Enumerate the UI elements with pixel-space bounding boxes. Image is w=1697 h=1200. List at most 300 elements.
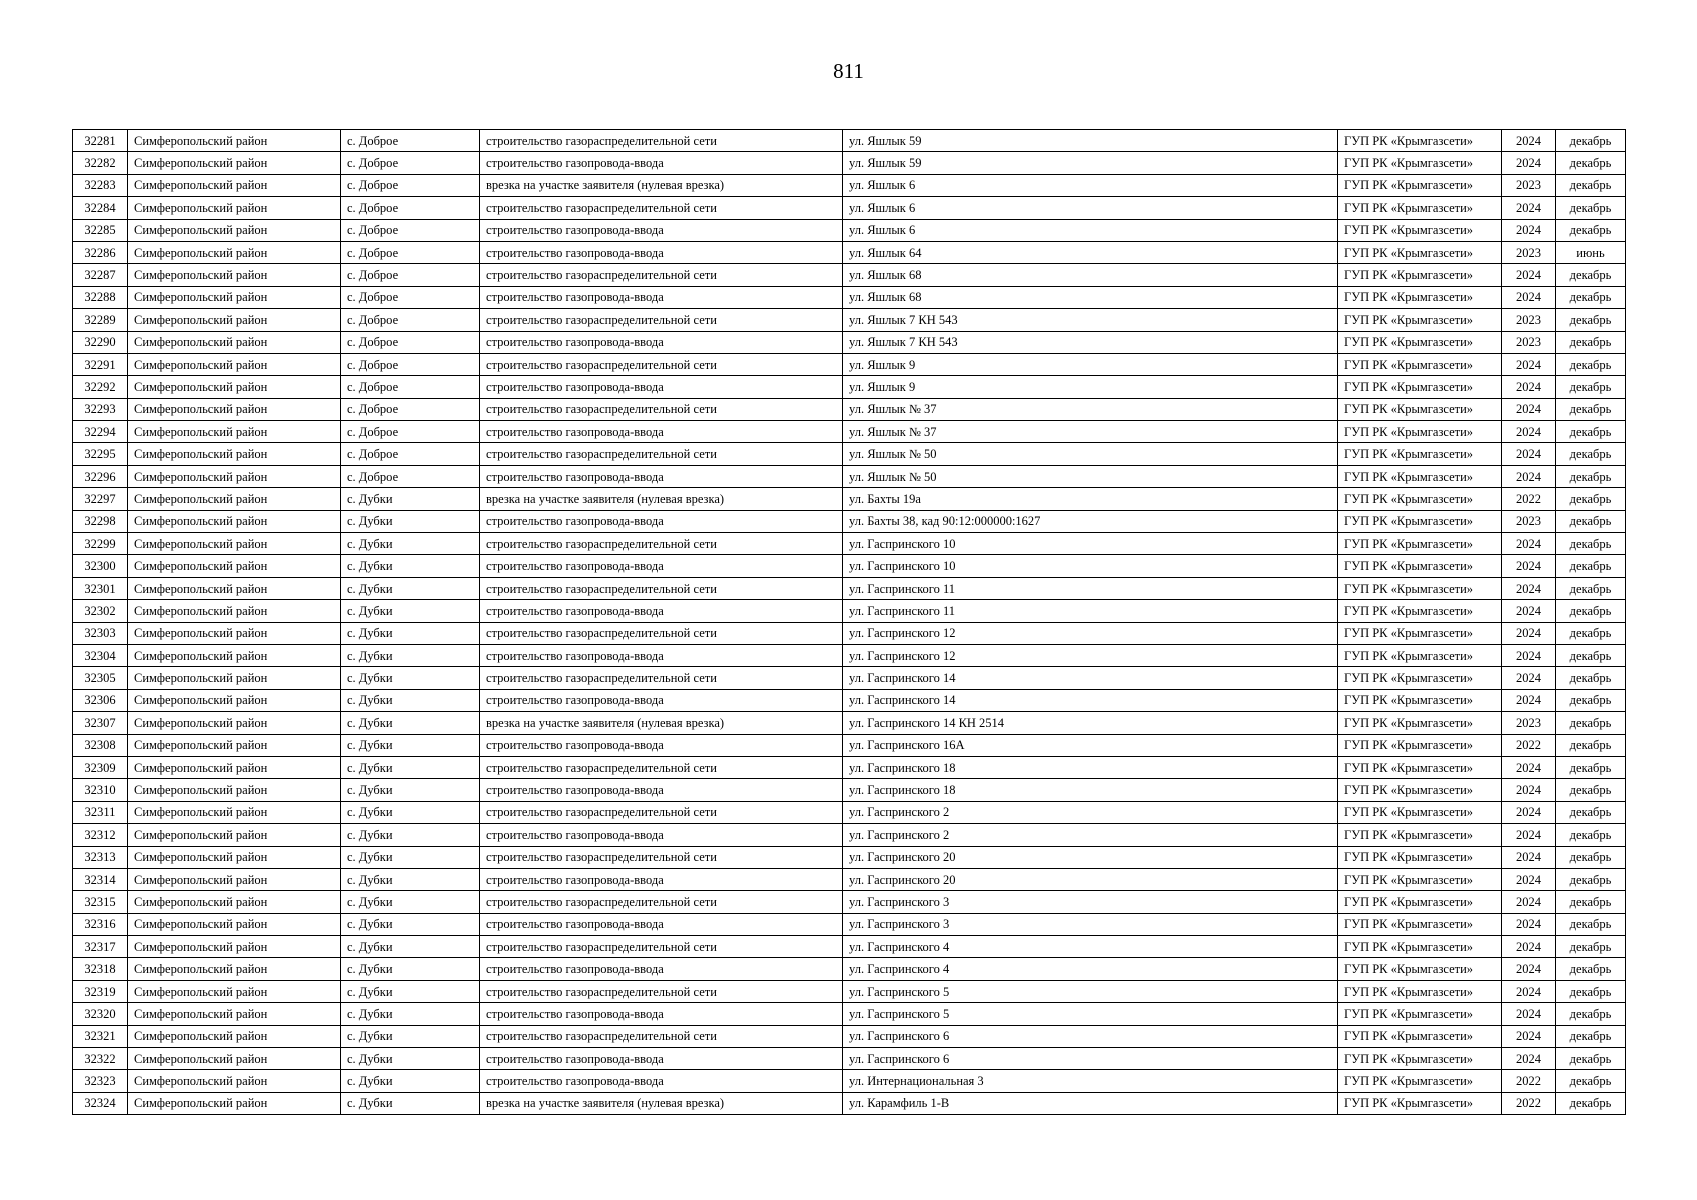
cell-district: Симферопольский район [128,1048,341,1070]
cell-address: ул. Гаспринского 18 [843,779,1338,801]
cell-organization: ГУП РК «Крымгазсети» [1338,1070,1502,1092]
cell-work-type: строительство газопровода-ввода [480,555,843,577]
cell-record-number: 32316 [73,913,128,935]
cell-year: 2024 [1502,353,1556,375]
cell-district: Симферопольский район [128,286,341,308]
cell-month: декабрь [1556,824,1626,846]
cell-year: 2022 [1502,488,1556,510]
cell-locality: с. Дубки [341,1070,480,1092]
cell-locality: с. Дубки [341,958,480,980]
cell-locality: с. Доброе [341,174,480,196]
cell-record-number: 32298 [73,510,128,532]
cell-locality: с. Доброе [341,443,480,465]
cell-work-type: строительство газораспределительной сети [480,891,843,913]
cell-month: декабрь [1556,779,1626,801]
cell-record-number: 32312 [73,824,128,846]
cell-locality: с. Дубки [341,756,480,778]
cell-district: Симферопольский район [128,891,341,913]
cell-locality: с. Дубки [341,936,480,958]
cell-organization: ГУП РК «Крымгазсети» [1338,936,1502,958]
cell-record-number: 32300 [73,555,128,577]
cell-address: ул. Гаспринского 20 [843,846,1338,868]
cell-year: 2024 [1502,577,1556,599]
cell-year: 2024 [1502,1003,1556,1025]
cell-record-number: 32317 [73,936,128,958]
cell-record-number: 32308 [73,734,128,756]
cell-locality: с. Доброе [341,331,480,353]
cell-address: ул. Гаспринского 5 [843,1003,1338,1025]
cell-organization: ГУП РК «Крымгазсети» [1338,891,1502,913]
cell-organization: ГУП РК «Крымгазсети» [1338,286,1502,308]
cell-district: Симферопольский район [128,958,341,980]
cell-organization: ГУП РК «Крымгазсети» [1338,1092,1502,1114]
cell-organization: ГУП РК «Крымгазсети» [1338,152,1502,174]
cell-record-number: 32324 [73,1092,128,1114]
cell-address: ул. Яшлык 9 [843,376,1338,398]
table-row [73,577,1626,599]
cell-organization: ГУП РК «Крымгазсети» [1338,734,1502,756]
cell-work-type: строительство газораспределительной сети [480,936,843,958]
cell-year: 2024 [1502,846,1556,868]
cell-record-number: 32296 [73,465,128,487]
cell-month: декабрь [1556,465,1626,487]
table-row [73,488,1626,510]
cell-address: ул. Гаспринского 10 [843,555,1338,577]
cell-month: декабрь [1556,936,1626,958]
cell-locality: с. Доброе [341,219,480,241]
cell-month: декабрь [1556,309,1626,331]
table-row [73,465,1626,487]
cell-year: 2024 [1502,443,1556,465]
cell-organization: ГУП РК «Крымгазсети» [1338,331,1502,353]
cell-year: 2024 [1502,936,1556,958]
table-row [73,779,1626,801]
cell-year: 2024 [1502,958,1556,980]
cell-year: 2023 [1502,331,1556,353]
table-row [73,1070,1626,1092]
table-row [73,846,1626,868]
cell-locality: с. Доброе [341,264,480,286]
cell-locality: с. Доброе [341,286,480,308]
cell-district: Симферопольский район [128,779,341,801]
cell-address: ул. Яшлык № 50 [843,443,1338,465]
cell-locality: с. Дубки [341,488,480,510]
cell-work-type: строительство газораспределительной сети [480,1025,843,1047]
cell-locality: с. Дубки [341,779,480,801]
table-row [73,533,1626,555]
cell-month: декабрь [1556,286,1626,308]
cell-year: 2024 [1502,824,1556,846]
cell-record-number: 32295 [73,443,128,465]
cell-locality: с. Доброе [341,398,480,420]
cell-record-number: 32286 [73,241,128,263]
cell-district: Симферопольский район [128,465,341,487]
cell-organization: ГУП РК «Крымгазсети» [1338,241,1502,263]
cell-address: ул. Гаспринского 20 [843,868,1338,890]
cell-locality: с. Дубки [341,1048,480,1070]
cell-locality: с. Дубки [341,533,480,555]
cell-work-type: строительство газораспределительной сети [480,622,843,644]
cell-month: декабрь [1556,130,1626,152]
cell-month: декабрь [1556,219,1626,241]
cell-address: ул. Бахты 38, кад 90:12:000000:1627 [843,510,1338,532]
cell-address: ул. Яшлык 7 КН 543 [843,331,1338,353]
cell-year: 2022 [1502,734,1556,756]
cell-district: Симферопольский район [128,622,341,644]
cell-work-type: строительство газопровода-ввода [480,510,843,532]
cell-district: Симферопольский район [128,868,341,890]
cell-month: декабрь [1556,510,1626,532]
cell-address: ул. Гаспринского 12 [843,644,1338,666]
cell-record-number: 32301 [73,577,128,599]
cell-record-number: 32314 [73,868,128,890]
cell-address: ул. Карамфиль 1-В [843,1092,1338,1114]
cell-record-number: 32307 [73,712,128,734]
cell-work-type: строительство газораспределительной сети [480,756,843,778]
cell-address: ул. Яшлык 59 [843,152,1338,174]
cell-locality: с. Дубки [341,824,480,846]
cell-record-number: 32299 [73,533,128,555]
table-row [73,309,1626,331]
cell-work-type: строительство газопровода-ввода [480,734,843,756]
cell-address: ул. Гаспринского 6 [843,1048,1338,1070]
cell-work-type: строительство газораспределительной сети [480,533,843,555]
cell-month: декабрь [1556,622,1626,644]
cell-district: Симферопольский район [128,1092,341,1114]
cell-month: декабрь [1556,577,1626,599]
cell-record-number: 32281 [73,130,128,152]
cell-month: декабрь [1556,801,1626,823]
cell-record-number: 32284 [73,197,128,219]
cell-work-type: строительство газопровода-ввода [480,1070,843,1092]
cell-year: 2024 [1502,286,1556,308]
cell-month: декабрь [1556,398,1626,420]
cell-work-type: строительство газораспределительной сети [480,980,843,1002]
cell-district: Симферопольский район [128,1025,341,1047]
cell-address: ул. Гаспринского 3 [843,891,1338,913]
cell-address: ул. Яшлык 64 [843,241,1338,263]
cell-organization: ГУП РК «Крымгазсети» [1338,667,1502,689]
cell-work-type: врезка на участке заявителя (нулевая врезка) [480,174,843,196]
cell-year: 2024 [1502,868,1556,890]
cell-work-type: строительство газопровода-ввода [480,1003,843,1025]
cell-work-type: строительство газораспределительной сети [480,309,843,331]
cell-organization: ГУП РК «Крымгазсети» [1338,353,1502,375]
cell-organization: ГУП РК «Крымгазсети» [1338,219,1502,241]
cell-year: 2022 [1502,1092,1556,1114]
cell-organization: ГУП РК «Крымгазсети» [1338,465,1502,487]
cell-record-number: 32315 [73,891,128,913]
table-row [73,264,1626,286]
cell-record-number: 32320 [73,1003,128,1025]
cell-year: 2024 [1502,555,1556,577]
cell-organization: ГУП РК «Крымгазсети» [1338,1003,1502,1025]
table-row [73,913,1626,935]
cell-district: Симферопольский район [128,980,341,1002]
cell-month: декабрь [1556,443,1626,465]
cell-district: Симферопольский район [128,510,341,532]
cell-work-type: строительство газопровода-ввода [480,644,843,666]
cell-locality: с. Дубки [341,1025,480,1047]
cell-month: декабрь [1556,891,1626,913]
cell-month: декабрь [1556,488,1626,510]
cell-district: Симферопольский район [128,801,341,823]
cell-month: декабрь [1556,353,1626,375]
table-row [73,801,1626,823]
cell-record-number: 32285 [73,219,128,241]
cell-year: 2024 [1502,756,1556,778]
cell-organization: ГУП РК «Крымгазсети» [1338,689,1502,711]
cell-year: 2023 [1502,712,1556,734]
cell-year: 2024 [1502,219,1556,241]
cell-month: декабрь [1556,1025,1626,1047]
table-row [73,734,1626,756]
cell-district: Симферопольский район [128,756,341,778]
cell-district: Симферопольский район [128,353,341,375]
cell-address: ул. Гаспринского 14 [843,689,1338,711]
cell-locality: с. Доброе [341,421,480,443]
cell-month: декабрь [1556,1070,1626,1092]
cell-address: ул. Гаспринского 12 [843,622,1338,644]
cell-work-type: строительство газораспределительной сети [480,443,843,465]
cell-district: Симферопольский район [128,130,341,152]
cell-work-type: строительство газопровода-ввода [480,824,843,846]
cell-month: декабрь [1556,1048,1626,1070]
cell-district: Симферопольский район [128,152,341,174]
cell-organization: ГУП РК «Крымгазсети» [1338,376,1502,398]
cell-work-type: строительство газораспределительной сети [480,667,843,689]
table-row [73,219,1626,241]
cell-record-number: 32297 [73,488,128,510]
table-row [73,152,1626,174]
cell-record-number: 32306 [73,689,128,711]
cell-locality: с. Доброе [341,309,480,331]
cell-work-type: строительство газораспределительной сети [480,577,843,599]
cell-year: 2024 [1502,980,1556,1002]
cell-locality: с. Дубки [341,622,480,644]
table-row [73,756,1626,778]
cell-address: ул. Гаспринского 4 [843,958,1338,980]
cell-locality: с. Дубки [341,577,480,599]
cell-address: ул. Гаспринского 2 [843,824,1338,846]
table-row [73,936,1626,958]
cell-district: Симферопольский район [128,309,341,331]
cell-locality: с. Доброе [341,197,480,219]
cell-district: Симферопольский район [128,241,341,263]
cell-year: 2024 [1502,779,1556,801]
cell-address: ул. Яшлык 6 [843,219,1338,241]
cell-district: Симферопольский район [128,913,341,935]
cell-organization: ГУП РК «Крымгазсети» [1338,868,1502,890]
cell-organization: ГУП РК «Крымгазсети» [1338,824,1502,846]
cell-month: декабрь [1556,644,1626,666]
table-row [73,891,1626,913]
cell-locality: с. Дубки [341,801,480,823]
cell-locality: с. Дубки [341,846,480,868]
cell-work-type: строительство газопровода-ввода [480,152,843,174]
cell-year: 2024 [1502,891,1556,913]
table-row [73,980,1626,1002]
cell-month: декабрь [1556,152,1626,174]
cell-month: декабрь [1556,756,1626,778]
cell-record-number: 32305 [73,667,128,689]
cell-month: декабрь [1556,868,1626,890]
cell-address: ул. Яшлык 7 КН 543 [843,309,1338,331]
cell-district: Симферопольский район [128,1070,341,1092]
cell-district: Симферопольский район [128,174,341,196]
cell-year: 2024 [1502,1048,1556,1070]
cell-address: ул. Яшлык № 37 [843,398,1338,420]
cell-organization: ГУП РК «Крымгазсети» [1338,533,1502,555]
cell-organization: ГУП РК «Крымгазсети» [1338,980,1502,1002]
cell-organization: ГУП РК «Крымгазсети» [1338,712,1502,734]
cell-month: декабрь [1556,712,1626,734]
cell-district: Симферопольский район [128,644,341,666]
cell-year: 2022 [1502,1070,1556,1092]
cell-district: Симферопольский район [128,846,341,868]
cell-year: 2024 [1502,913,1556,935]
cell-locality: с. Дубки [341,868,480,890]
cell-locality: с. Доброе [341,353,480,375]
table-row [73,398,1626,420]
cell-organization: ГУП РК «Крымгазсети» [1338,1048,1502,1070]
cell-month: декабрь [1556,331,1626,353]
cell-work-type: строительство газопровода-ввода [480,689,843,711]
cell-locality: с. Дубки [341,555,480,577]
cell-district: Симферопольский район [128,376,341,398]
cell-year: 2024 [1502,801,1556,823]
cell-organization: ГУП РК «Крымгазсети» [1338,130,1502,152]
cell-locality: с. Дубки [341,1003,480,1025]
cell-district: Симферопольский район [128,264,341,286]
cell-work-type: строительство газораспределительной сети [480,353,843,375]
cell-month: декабрь [1556,980,1626,1002]
cell-district: Симферопольский район [128,488,341,510]
table-row [73,421,1626,443]
cell-address: ул. Яшлык № 37 [843,421,1338,443]
cell-record-number: 32291 [73,353,128,375]
cell-month: декабрь [1556,600,1626,622]
cell-work-type: врезка на участке заявителя (нулевая врезка) [480,1092,843,1114]
cell-organization: ГУП РК «Крымгазсети» [1338,600,1502,622]
cell-district: Симферопольский район [128,689,341,711]
cell-record-number: 32302 [73,600,128,622]
table-row [73,600,1626,622]
cell-month: декабрь [1556,421,1626,443]
cell-locality: с. Доброе [341,130,480,152]
cell-year: 2024 [1502,465,1556,487]
cell-district: Симферопольский район [128,421,341,443]
table-row [73,1092,1626,1114]
cell-year: 2024 [1502,1025,1556,1047]
cell-locality: с. Дубки [341,510,480,532]
cell-address: ул. Интернациональная 3 [843,1070,1338,1092]
cell-month: декабрь [1556,846,1626,868]
cell-locality: с. Дубки [341,980,480,1002]
cell-district: Симферопольский район [128,219,341,241]
table-row [73,174,1626,196]
cell-year: 2024 [1502,622,1556,644]
cell-year: 2024 [1502,152,1556,174]
cell-locality: с. Дубки [341,600,480,622]
cell-organization: ГУП РК «Крымгазсети» [1338,309,1502,331]
cell-month: декабрь [1556,667,1626,689]
cell-organization: ГУП РК «Крымгазсети» [1338,197,1502,219]
table-row [73,286,1626,308]
table-row [73,958,1626,980]
cell-work-type: строительство газопровода-ввода [480,219,843,241]
cell-address: ул. Яшлык 9 [843,353,1338,375]
cell-organization: ГУП РК «Крымгазсети» [1338,1025,1502,1047]
table-row [73,689,1626,711]
cell-work-type: строительство газопровода-ввода [480,465,843,487]
cell-locality: с. Дубки [341,1092,480,1114]
cell-record-number: 32304 [73,644,128,666]
cell-work-type: врезка на участке заявителя (нулевая врезка) [480,488,843,510]
cell-locality: с. Доброе [341,465,480,487]
cell-organization: ГУП РК «Крымгазсети» [1338,779,1502,801]
table-row [73,443,1626,465]
cell-district: Симферопольский район [128,734,341,756]
cell-work-type: строительство газопровода-ввода [480,600,843,622]
cell-month: декабрь [1556,555,1626,577]
cell-record-number: 32289 [73,309,128,331]
cell-district: Симферопольский район [128,197,341,219]
table-row [73,824,1626,846]
cell-work-type: строительство газораспределительной сети [480,130,843,152]
cell-locality: с. Дубки [341,712,480,734]
cell-year: 2023 [1502,241,1556,263]
cell-locality: с. Дубки [341,734,480,756]
cell-record-number: 32283 [73,174,128,196]
cell-locality: с. Дубки [341,913,480,935]
cell-locality: с. Дубки [341,667,480,689]
cell-district: Симферопольский район [128,712,341,734]
cell-district: Симферопольский район [128,667,341,689]
page-number: 811 [833,59,864,83]
cell-address: ул. Гаспринского 10 [843,533,1338,555]
cell-locality: с. Дубки [341,689,480,711]
cell-locality: с. Дубки [341,644,480,666]
cell-organization: ГУП РК «Крымгазсети» [1338,488,1502,510]
cell-work-type: строительство газораспределительной сети [480,264,843,286]
cell-locality: с. Доброе [341,376,480,398]
cell-organization: ГУП РК «Крымгазсети» [1338,264,1502,286]
cell-address: ул. Гаспринского 2 [843,801,1338,823]
cell-work-type: строительство газораспределительной сети [480,801,843,823]
table-body [73,130,1626,1115]
table-row [73,622,1626,644]
cell-record-number: 32323 [73,1070,128,1092]
cell-organization: ГУП РК «Крымгазсети» [1338,846,1502,868]
cell-address: ул. Гаспринского 5 [843,980,1338,1002]
table-row [73,510,1626,532]
cell-address: ул. Яшлык 59 [843,130,1338,152]
cell-record-number: 32294 [73,421,128,443]
table-row [73,1048,1626,1070]
cell-organization: ГУП РК «Крымгазсети» [1338,510,1502,532]
cell-address: ул. Яшлык 6 [843,197,1338,219]
cell-month: декабрь [1556,1092,1626,1114]
cell-district: Симферопольский район [128,398,341,420]
cell-year: 2024 [1502,421,1556,443]
cell-address: ул. Гаспринского 16А [843,734,1338,756]
cell-month: декабрь [1556,734,1626,756]
cell-organization: ГУП РК «Крымгазсети» [1338,398,1502,420]
cell-record-number: 32319 [73,980,128,1002]
table-row [73,197,1626,219]
cell-address: ул. Гаспринского 18 [843,756,1338,778]
